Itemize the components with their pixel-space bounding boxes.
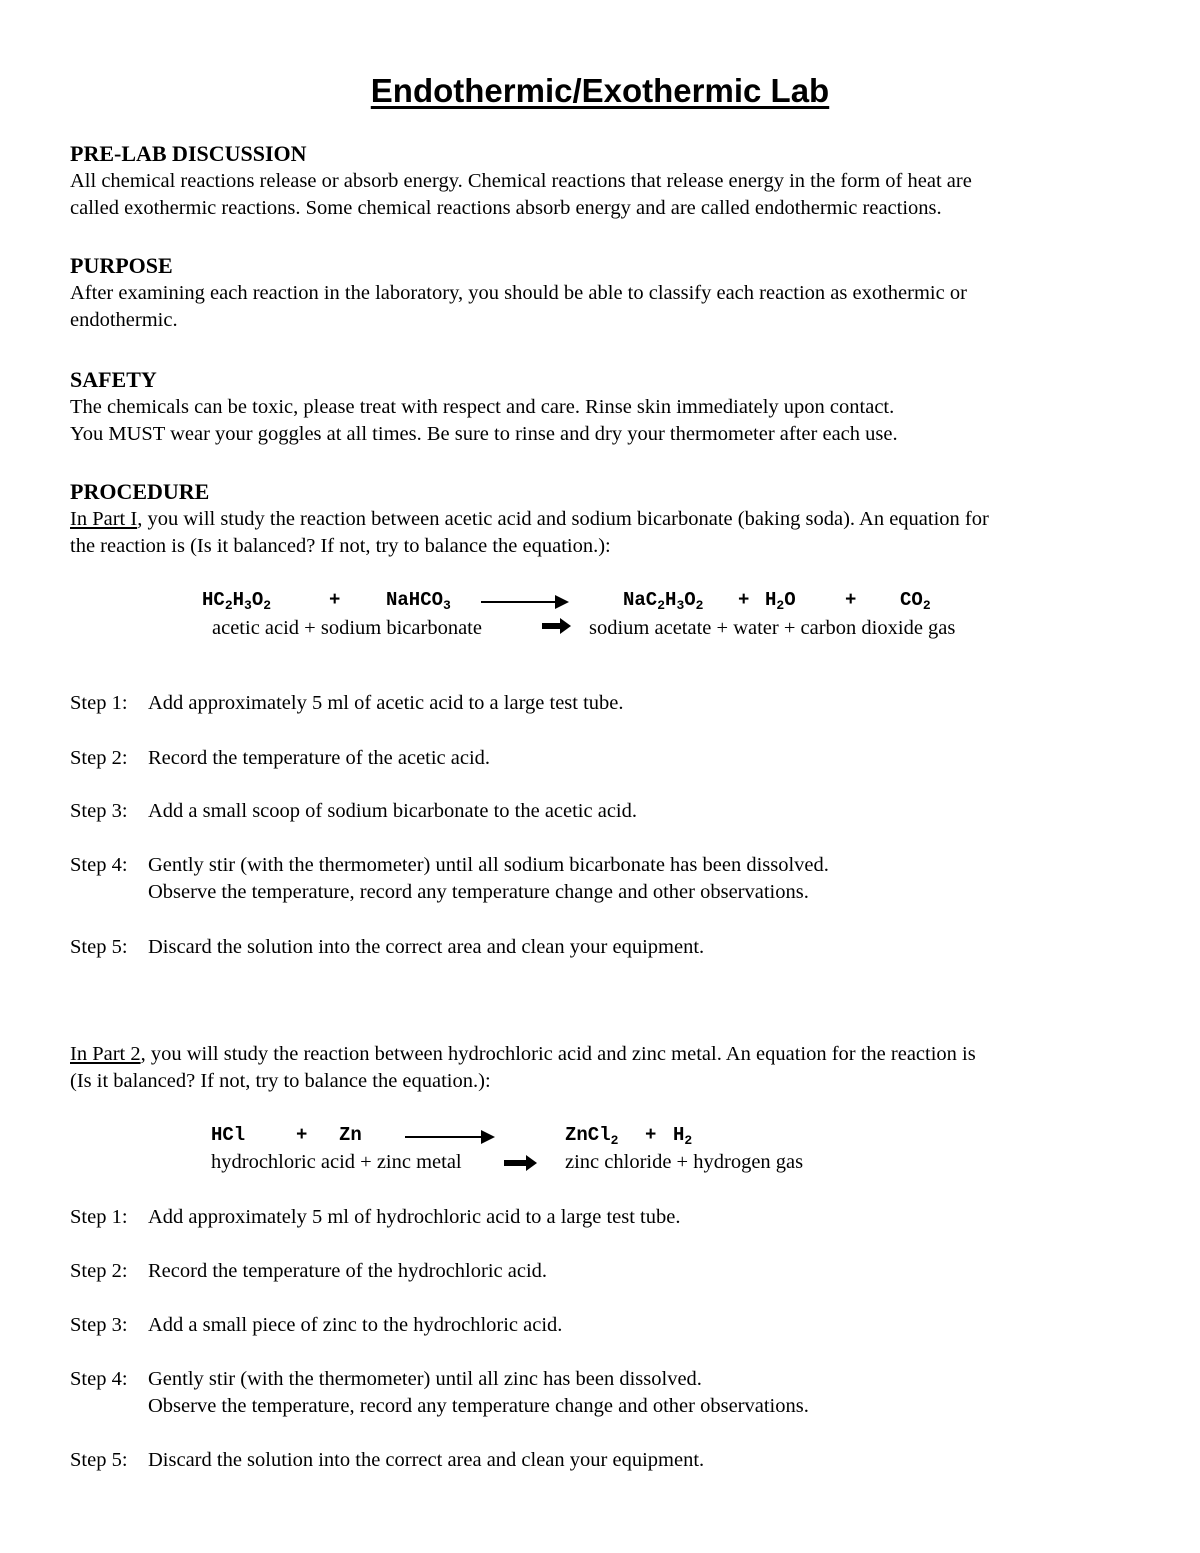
part1-step-4 xyxy=(0,852,1200,908)
prelab-line-1: All chemical reactions release or absorb energy. Chemical reactions that release energy in the form of heat are xyxy=(70,170,972,192)
part1-intro-line-1 xyxy=(70,506,989,533)
step-text-continued: Observe the temperature, record any temperature change and other observations. xyxy=(148,1395,809,1417)
step-label: Step 2: xyxy=(70,1260,128,1282)
part1-label: In Part I xyxy=(70,508,138,530)
step-label: Step 4: xyxy=(70,854,128,876)
step-text-continued: Observe the temperature, record any temperature change and other observations. xyxy=(148,881,809,903)
purpose-line-1: After examining each reaction in the laboratory, you should be able to classify each reaction as exothermic or xyxy=(70,282,967,304)
step-text: Discard the solution into the correct area and clean your equipment. xyxy=(148,1449,705,1471)
part1-step-2 xyxy=(0,745,1200,775)
eq2-reactant-2: Zn xyxy=(339,1124,362,1146)
eq1-plus-1: + xyxy=(329,589,341,611)
step-text: Record the temperature of the acetic acid. xyxy=(148,747,491,769)
step-label: Step 1: xyxy=(70,1206,128,1228)
page-title: Endothermic/Exothermic Lab xyxy=(370,72,830,109)
part1-step-5 xyxy=(0,934,1200,964)
part2-label: In Part 2 xyxy=(70,1043,141,1065)
step-label: Step 5: xyxy=(70,936,128,958)
eq2-words-right: zinc chloride + hydrogen gas xyxy=(565,1151,804,1173)
part2-intro-line-2: (Is it balanced? If not, try to balance the equation.): xyxy=(70,1070,491,1092)
eq1-product-1: $NaC_2H_3O_2$ xyxy=(623,589,704,613)
eq2-plus-2: + xyxy=(645,1124,657,1146)
part2-step-4 xyxy=(0,1366,1200,1422)
step-text: Record the temperature of the hydrochloric acid. xyxy=(148,1260,548,1282)
procedure-heading: PROCEDURE xyxy=(70,479,210,504)
part2-step-2 xyxy=(0,1258,1200,1288)
step-label: Step 5: xyxy=(70,1449,128,1471)
eq1-plus-3: + xyxy=(845,589,857,611)
prelab-line-2: called exothermic reactions. Some chemical reactions absorb energy and are called endothermic reactions. xyxy=(70,197,942,219)
safety-heading: SAFETY xyxy=(70,367,157,392)
step-text: Add a small scoop of sodium bicarbonate to the acetic acid. xyxy=(148,800,637,822)
eq2-product-1: ZnCl$_2$ xyxy=(565,1124,619,1148)
step-label: Step 3: xyxy=(70,1314,128,1336)
eq1-words-arrow-icon xyxy=(542,618,572,634)
step-text: Add a small piece of zinc to the hydrochloric acid. xyxy=(148,1314,563,1336)
eq1-words-right: sodium acetate + water + carbon dioxide gas xyxy=(589,617,956,639)
eq2-arrow xyxy=(405,1136,493,1138)
eq2-product-2: $H_2$ xyxy=(673,1124,693,1148)
step-text: Gently stir (with the thermometer) until all sodium bicarbonate has been dissolved. xyxy=(148,854,829,876)
eq1-plus-2: + xyxy=(738,589,750,611)
part1-step-3 xyxy=(0,798,1200,828)
eq1-reactant-1: $HC_2H_3O_2$ xyxy=(202,589,272,613)
step-text: Add approximately 5 ml of acetic acid to a large test tube. xyxy=(148,692,624,714)
part1-intro-text: , you will study the reaction between acetic acid and sodium bicarbonate (baking soda). An equation for xyxy=(137,508,989,530)
eq2-words-arrow-icon xyxy=(504,1155,538,1171)
step-label: Step 1: xyxy=(70,692,128,714)
step-text: Gently stir (with the thermometer) until all zinc has been dissolved. xyxy=(148,1368,702,1390)
eq2-reactant-1: HCl xyxy=(211,1124,246,1146)
safety-line-2: You MUST wear your goggles at all times. Be sure to rinse and dry your thermometer after each use. xyxy=(70,423,898,445)
eq1-product-2: $H_2O$ xyxy=(765,589,796,613)
part2-step-1 xyxy=(0,1204,1200,1234)
part2-intro-line-1 xyxy=(70,1041,976,1068)
eq2-plus-1: + xyxy=(296,1124,308,1146)
prelab-heading: PRE-LAB DISCUSSION xyxy=(70,141,307,166)
purpose-line-2: endothermic. xyxy=(70,309,178,331)
part1-intro-line-2: the reaction is (Is it balanced? If not, try to balance the equation.): xyxy=(70,535,611,557)
step-text: Discard the solution into the correct area and clean your equipment. xyxy=(148,936,705,958)
part1-step-1 xyxy=(0,690,1200,720)
safety-line-1: The chemicals can be toxic, please treat with respect and care. Rinse skin immediately upon contact. xyxy=(70,396,895,418)
step-label: Step 2: xyxy=(70,747,128,769)
eq1-arrow xyxy=(481,601,567,603)
step-label: Step 4: xyxy=(70,1368,128,1390)
part2-step-5 xyxy=(0,1447,1200,1477)
part2-intro-text: , you will study the reaction between hydrochloric acid and zinc metal. An equation for the reaction is xyxy=(140,1043,976,1065)
purpose-heading: PURPOSE xyxy=(70,253,173,278)
eq1-reactant-2: NaHCO$_3$ xyxy=(386,589,451,613)
step-text: Add approximately 5 ml of hydrochloric acid to a large test tube. xyxy=(148,1206,681,1228)
eq1-words-left: acetic acid + sodium bicarbonate xyxy=(212,617,482,639)
eq2-words-left: hydrochloric acid + zinc metal xyxy=(211,1151,462,1173)
part2-step-3 xyxy=(0,1312,1200,1342)
eq1-product-3: $CO_2$ xyxy=(900,589,931,613)
step-label: Step 3: xyxy=(70,800,128,822)
